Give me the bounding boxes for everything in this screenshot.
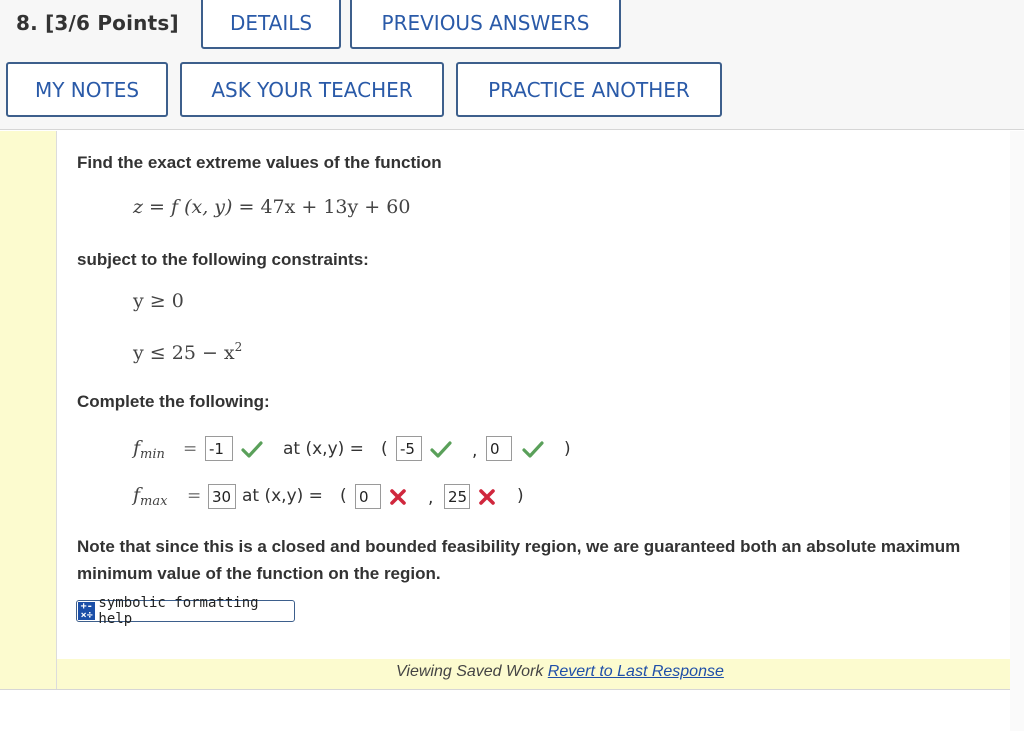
- fmin-value-input[interactable]: -1: [205, 436, 233, 461]
- previous-answers-button[interactable]: PREVIOUS ANSWERS: [350, 0, 621, 49]
- fmin-equals: =: [183, 439, 198, 459]
- fmin-label: [133, 437, 165, 462]
- divider: [0, 689, 1024, 690]
- fmax-at-xy: at (x,y) =: [242, 486, 323, 506]
- practice-another-button[interactable]: PRACTICE ANOTHER: [456, 62, 722, 117]
- fmin-x-input[interactable]: -5: [396, 436, 422, 461]
- ask-your-teacher-button[interactable]: ASK YOUR TEACHER: [180, 62, 444, 117]
- fmin-y-input[interactable]: 0: [486, 436, 512, 461]
- constraint-2-base: y ≤ 25 − x: [133, 342, 235, 364]
- constraint-2: [133, 340, 242, 364]
- cross-icon: [389, 488, 407, 506]
- scrollbar[interactable]: [1010, 131, 1024, 731]
- check-icon: [241, 440, 263, 458]
- fmax-value-input[interactable]: 30: [208, 484, 236, 509]
- fmin-subscript: min: [140, 447, 165, 462]
- revert-link[interactable]: Revert to Last Response: [547, 663, 724, 680]
- note-line-1: Note that since this is a closed and bounded feasibility region, we are guaranteed both an absolute maximum: [77, 537, 961, 556]
- check-icon: [430, 440, 452, 458]
- question-header: [0, 0, 1024, 130]
- function-equation: [133, 196, 410, 218]
- fmin-open-paren: (: [381, 439, 388, 459]
- fmax-comma: ,: [428, 488, 434, 508]
- complete-heading: Complete the following:: [77, 392, 270, 411]
- check-icon: [522, 440, 544, 458]
- fmin-comma: ,: [472, 441, 478, 461]
- function-lhs: z = f (x, y) =: [133, 196, 255, 218]
- cross-icon: [478, 488, 496, 506]
- question-number: 8. [3/6 Points]: [16, 11, 179, 35]
- fmax-open-paren: (: [340, 486, 347, 506]
- saved-work-text: Viewing Saved Work: [396, 663, 544, 680]
- fmax-label: [133, 484, 167, 509]
- math-symbols-icon: +-×÷: [78, 602, 95, 620]
- note-line-2: minimum value of the function on the region.: [77, 564, 441, 583]
- question-status-margin: [0, 131, 56, 689]
- fmax-subscript: max: [140, 494, 168, 509]
- saved-work-notice: [396, 663, 724, 681]
- function-rhs: 47x + 13y + 60: [260, 196, 411, 218]
- fmax-y-input[interactable]: 25: [444, 484, 470, 509]
- fmin-f: f: [133, 437, 141, 459]
- help-label: symbolic formatting help: [98, 595, 259, 627]
- details-button[interactable]: DETAILS: [201, 0, 341, 49]
- my-notes-button[interactable]: MY NOTES: [6, 62, 168, 117]
- fmax-x-input[interactable]: 0: [355, 484, 381, 509]
- fmin-close-paren: ): [564, 439, 571, 459]
- constraints-heading: subject to the following constraints:: [77, 250, 369, 269]
- fmax-f: f: [133, 484, 141, 506]
- fmin-at-xy: at (x,y) =: [283, 439, 364, 459]
- constraint-2-exponent: 2: [234, 340, 243, 354]
- constraint-1: y ≥ 0: [133, 290, 184, 312]
- fmax-close-paren: ): [517, 486, 524, 506]
- symbolic-formatting-help-button[interactable]: [76, 595, 295, 627]
- problem-intro: Find the exact extreme values of the function: [77, 153, 442, 172]
- fmax-equals: =: [187, 486, 202, 506]
